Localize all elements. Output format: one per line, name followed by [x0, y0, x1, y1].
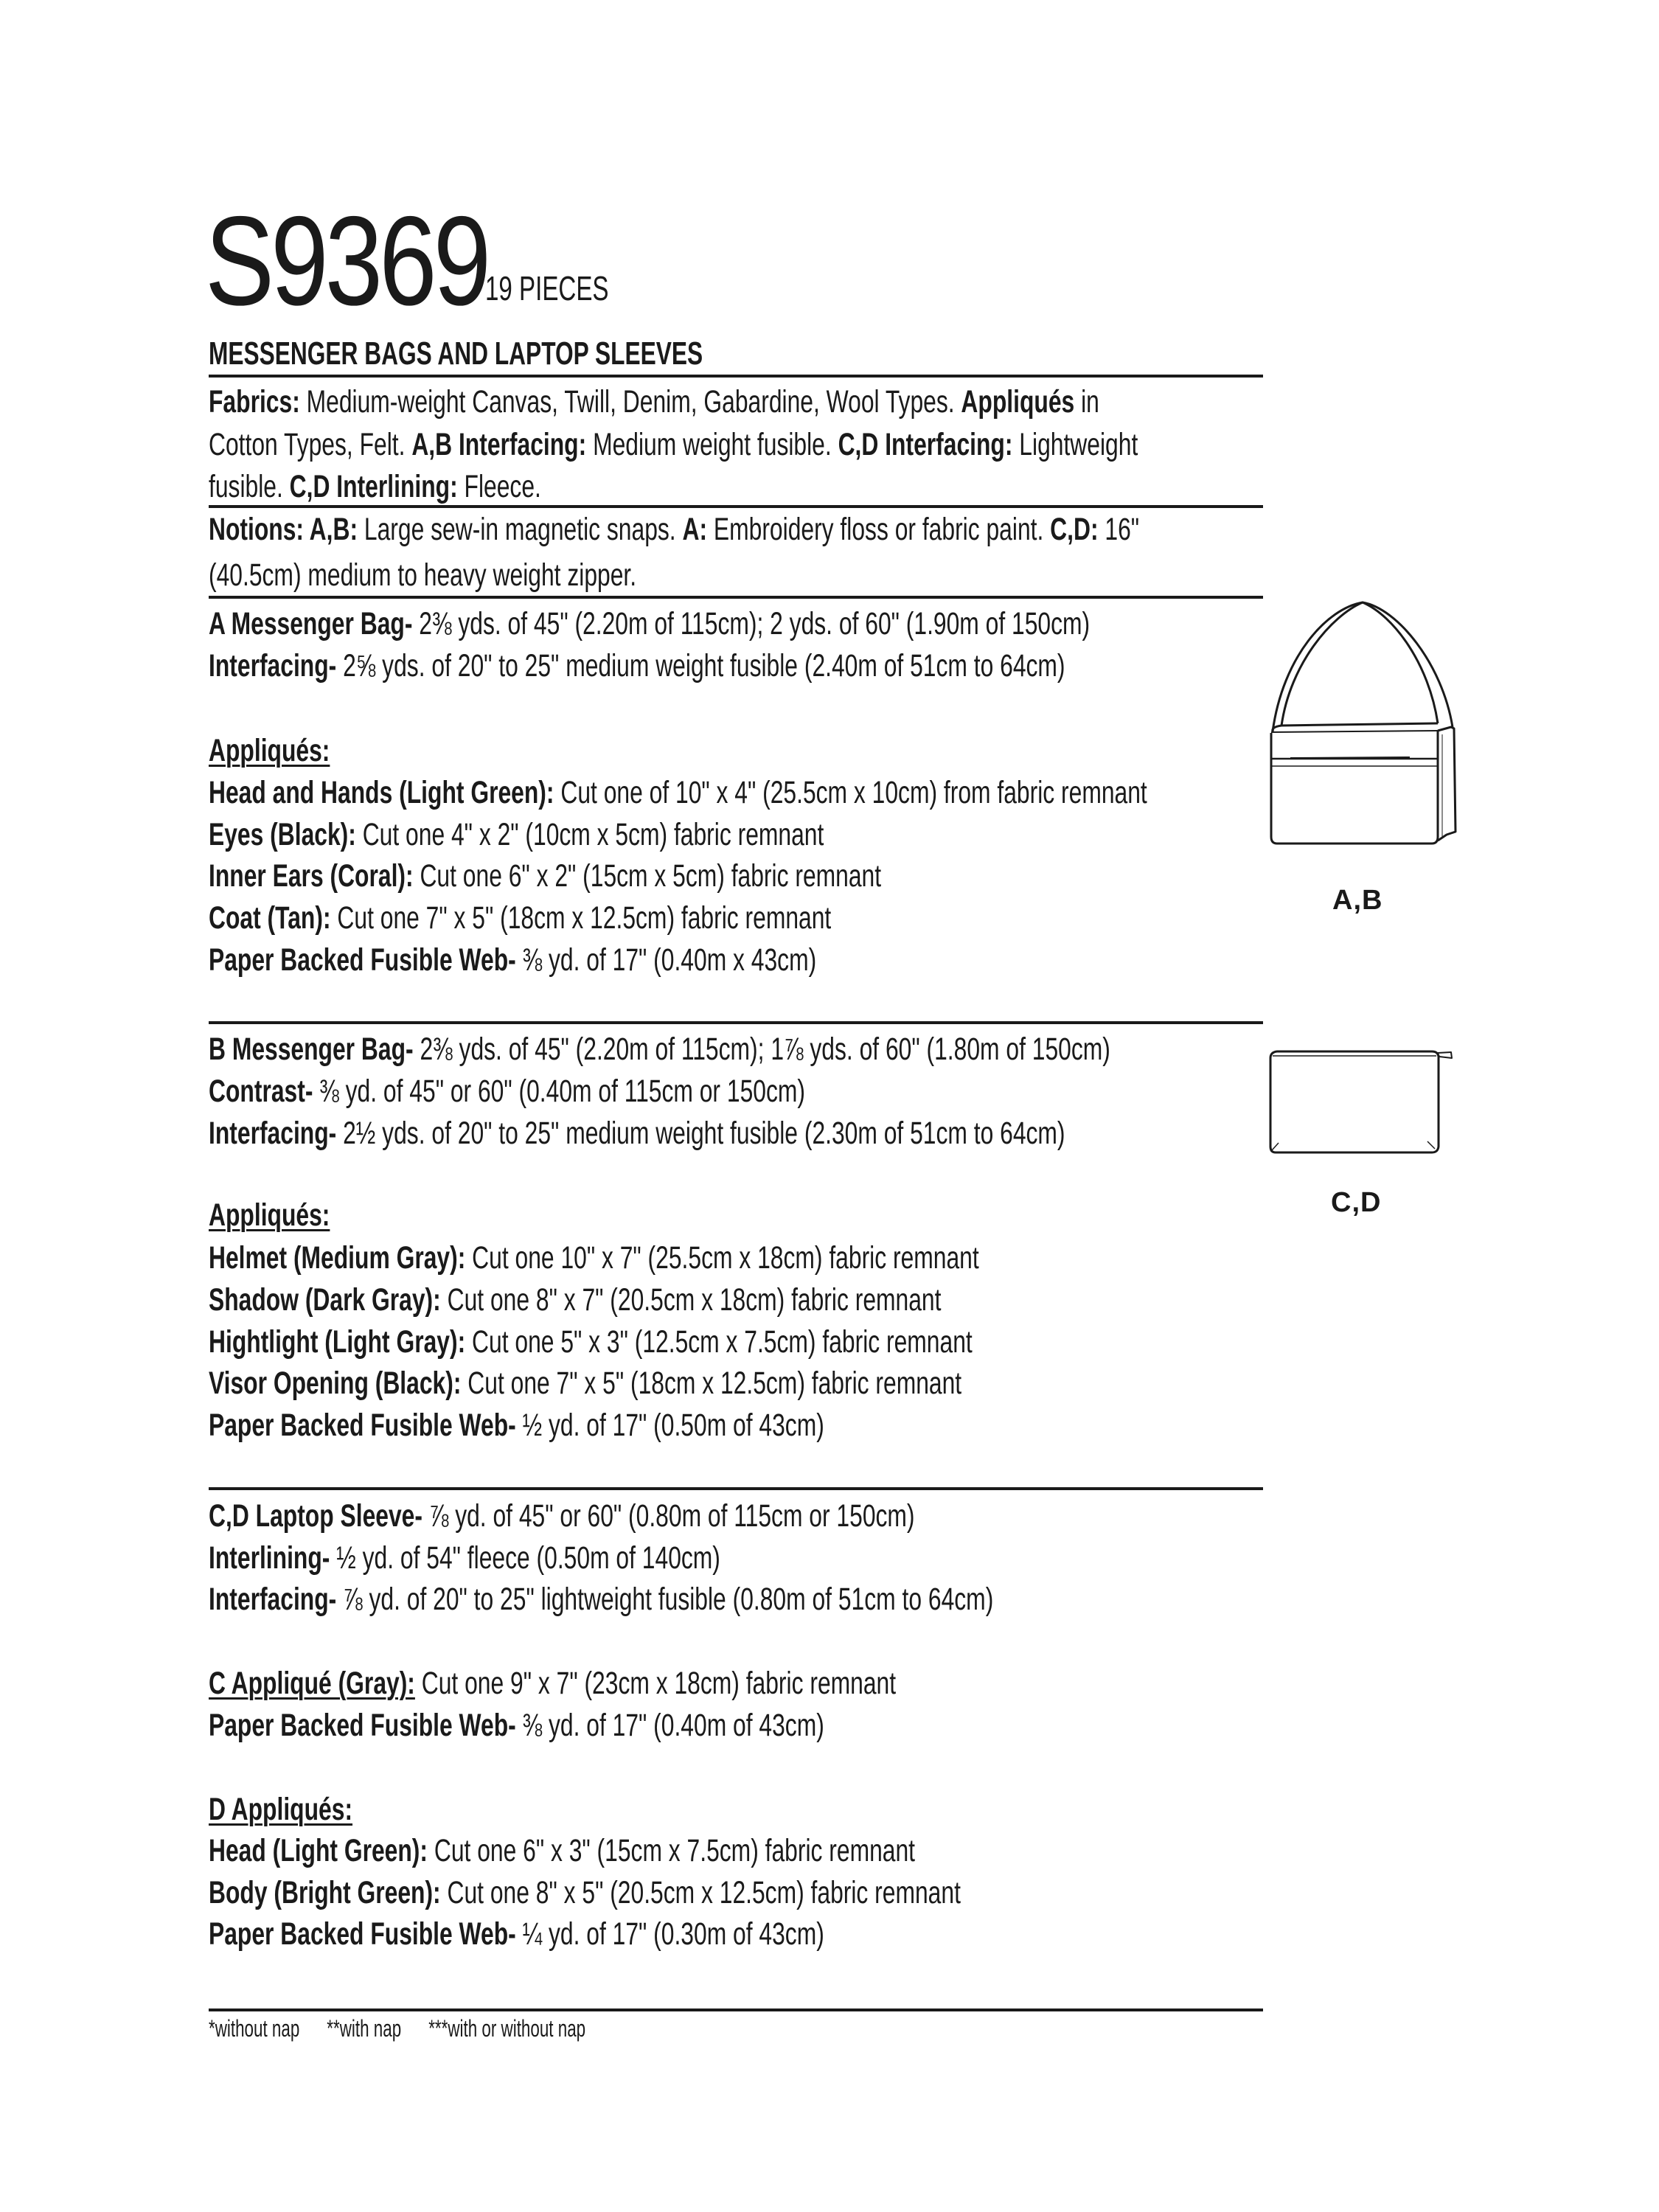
applique-row — [209, 1834, 915, 1868]
label-value: in — [1074, 384, 1099, 420]
label-bold: C Appliqué (Gray): — [209, 1666, 415, 1701]
label-bold: Helmet (Medium Gray): — [209, 1240, 466, 1276]
c-applique-row — [209, 1666, 896, 1700]
footnote-with-nap: **with nap — [327, 2015, 402, 2042]
label-bold: A: — [682, 512, 708, 547]
label-value: ⅞ yd. of 20" to 25" lightweight fusible (0.80m of 51cm to 64cm) — [336, 1582, 994, 1617]
appliques-heading — [209, 1198, 330, 1232]
yardage-row — [209, 649, 1065, 683]
notions-line — [209, 558, 636, 592]
label-value: Cut one 10" x 7" (25.5cm x 18cm) fabric remnant — [465, 1240, 979, 1276]
label-bold: B Messenger Bag- — [209, 1032, 414, 1067]
applique-row — [209, 859, 881, 893]
applique-row — [209, 818, 824, 852]
applique-row — [209, 1283, 941, 1317]
label-bold: Body (Bright Green): — [209, 1875, 441, 1910]
c-fusible-web-row — [209, 1708, 824, 1742]
label-value: Cut one 7" x 5" (18cm x 12.5cm) fabric remnant — [461, 1366, 962, 1401]
label-value: 2⅜ yds. of 45" (2.20m of 115cm); 2 yds. of 60" (1.90m of 150cm) — [412, 606, 1091, 641]
appliques-heading-text: Appliqués: — [209, 733, 330, 768]
view-label-cd: C,D — [1331, 1187, 1382, 1218]
label-bold: Shadow (Dark Gray): — [209, 1282, 441, 1318]
fabrics-line — [209, 428, 1138, 462]
label-value: ½ yd. of 17" (0.50m of 43cm) — [515, 1408, 824, 1443]
divider-rule — [209, 1021, 1263, 1024]
label-value: 2⅝ yds. of 20" to 25" medium weight fusible (2.40m of 51cm to 64cm) — [336, 648, 1065, 684]
label-bold: C,D: — [1050, 512, 1099, 547]
label-value: ½ yd. of 54" fleece (0.50m of 140cm) — [330, 1540, 720, 1576]
label-bold: A,B Interfacing: — [411, 427, 587, 462]
label-value: ⅞ yd. of 45" or 60" (0.80m of 115cm or 150cm) — [422, 1498, 915, 1534]
label-value: Cut one 5" x 3" (12.5cm x 7.5cm) fabric remnant — [465, 1324, 973, 1360]
yardage-row — [209, 1541, 720, 1575]
label-bold: C,D Laptop Sleeve- — [209, 1498, 422, 1534]
label-value: Cut one 9" x 7" (23cm x 18cm) fabric remnant — [414, 1666, 897, 1701]
yardage-row — [209, 1074, 805, 1108]
footnotes — [209, 2015, 608, 2042]
label-bold: C,D Interlining: — [289, 469, 458, 504]
fabrics-line — [209, 470, 541, 504]
label-bold: A Messenger Bag- — [209, 606, 413, 641]
d-appliques-heading-text: D Appliqués: — [209, 1792, 353, 1827]
label-bold: Notions: A,B: — [209, 512, 358, 547]
label-value: Lightweight — [1012, 427, 1138, 462]
label-bold: Inner Ears (Coral): — [209, 858, 414, 894]
label-value: ¼ yd. of 17" (0.30m of 43cm) — [515, 1916, 824, 1952]
applique-row — [209, 1366, 961, 1400]
label-value: 2⅜ yds. of 45" (2.20m of 115cm); 1⅞ yds. of 60" (1.80m of 150cm) — [413, 1032, 1110, 1067]
yardage-row — [209, 1032, 1110, 1066]
label-bold: Fabrics: — [209, 384, 300, 420]
appliques-heading — [209, 734, 330, 768]
label-bold: Head (Light Green): — [209, 1833, 428, 1868]
label-bold: Interfacing- — [209, 1582, 337, 1617]
view-label-ab: A,B — [1332, 885, 1383, 916]
applique-row — [209, 1408, 824, 1442]
applique-row — [209, 1876, 961, 1910]
label-value: Cut one of 10" x 4" (25.5cm x 10cm) from fabric remnant — [554, 775, 1147, 810]
label-value: Cotton Types, Felt. — [209, 427, 412, 462]
notions-line — [209, 512, 1139, 546]
label-bold: Coat (Tan): — [209, 900, 331, 936]
divider-rule — [209, 505, 1263, 508]
label-bold: Interfacing- — [209, 648, 337, 684]
label-value: (40.5cm) medium to heavy weight zipper. — [209, 557, 637, 593]
divider-rule — [209, 1487, 1263, 1490]
label-value: 16" — [1098, 512, 1140, 547]
pattern-title: MESSENGER BAGS AND LAPTOP SLEEVES — [209, 335, 703, 372]
applique-row — [209, 776, 1147, 810]
applique-row — [209, 1917, 824, 1951]
label-value: Cut one 8" x 5" (20.5cm x 12.5cm) fabric remnant — [440, 1875, 961, 1910]
label-bold: Interlining- — [209, 1540, 330, 1576]
d-appliques-heading — [209, 1792, 352, 1826]
footnote-with-or-without-nap: ***with or without nap — [428, 2015, 586, 2042]
label-value: Embroidery floss or fabric paint. — [707, 512, 1051, 547]
label-bold: C,D Interfacing: — [838, 427, 1013, 462]
yardage-row — [209, 1116, 1065, 1150]
label-value: Fleece. — [457, 469, 541, 504]
label-bold: Visor Opening (Black): — [209, 1366, 462, 1401]
yardage-row — [209, 607, 1090, 641]
label-value: Cut one 4" x 2" (10cm x 5cm) fabric remnant — [355, 817, 824, 852]
footnote-without-nap: *without nap — [209, 2015, 300, 2042]
label-bold: Paper Backed Fusible Web- — [209, 942, 516, 978]
label-value: Medium weight fusible. — [586, 427, 838, 462]
applique-row — [209, 943, 816, 977]
label-bold: Eyes (Black): — [209, 817, 356, 852]
label-bold: Paper Backed Fusible Web- — [209, 1708, 516, 1743]
label-value: Medium-weight Canvas, Twill, Denim, Gabardine, Wool Types. — [299, 384, 961, 420]
label-value: ⅜ yd. of 17" (0.40m of 43cm) — [515, 1708, 824, 1743]
applique-row — [209, 1325, 973, 1359]
divider-rule — [209, 375, 1263, 378]
piece-count: 19 PIECES — [485, 269, 609, 307]
pattern-number: S9369 — [205, 190, 488, 332]
label-value: Cut one 6" x 2" (15cm x 5cm) fabric remnant — [413, 858, 882, 894]
applique-row — [209, 901, 831, 935]
label-value: Cut one 6" x 3" (15cm x 7.5cm) fabric remnant — [427, 1833, 916, 1868]
label-bold: Paper Backed Fusible Web- — [209, 1916, 516, 1952]
label-bold: Appliqués — [961, 384, 1075, 420]
fabrics-line — [209, 385, 1099, 419]
laptop-sleeve-icon — [1268, 1036, 1489, 1161]
divider-rule — [209, 2008, 1263, 2011]
label-bold: Hightlight (Light Gray): — [209, 1324, 466, 1360]
label-bold: Paper Backed Fusible Web- — [209, 1408, 516, 1443]
label-value: ⅜ yd. of 17" (0.40m x 43cm) — [515, 942, 817, 978]
label-value: fusible. — [209, 469, 290, 504]
applique-row — [209, 1241, 979, 1275]
appliques-heading-text: Appliqués: — [209, 1197, 330, 1233]
label-bold: Head and Hands (Light Green): — [209, 775, 554, 810]
label-value: Cut one 8" x 7" (20.5cm x 18cm) fabric remnant — [440, 1282, 942, 1318]
divider-rule — [209, 596, 1263, 599]
label-bold: Contrast- — [209, 1074, 313, 1109]
label-value: Large sew-in magnetic snaps. — [358, 512, 683, 547]
messenger-bag-icon — [1268, 590, 1548, 870]
label-value: Cut one 7" x 5" (18cm x 12.5cm) fabric remnant — [330, 900, 832, 936]
label-value: 2½ yds. of 20" to 25" medium weight fusible (2.30m of 51cm to 64cm) — [336, 1116, 1065, 1151]
label-value: ⅜ yd. of 45" or 60" (0.40m of 115cm or 150cm) — [313, 1074, 805, 1109]
yardage-row — [209, 1582, 993, 1616]
label-bold: Interfacing- — [209, 1116, 337, 1151]
yardage-row — [209, 1499, 915, 1533]
